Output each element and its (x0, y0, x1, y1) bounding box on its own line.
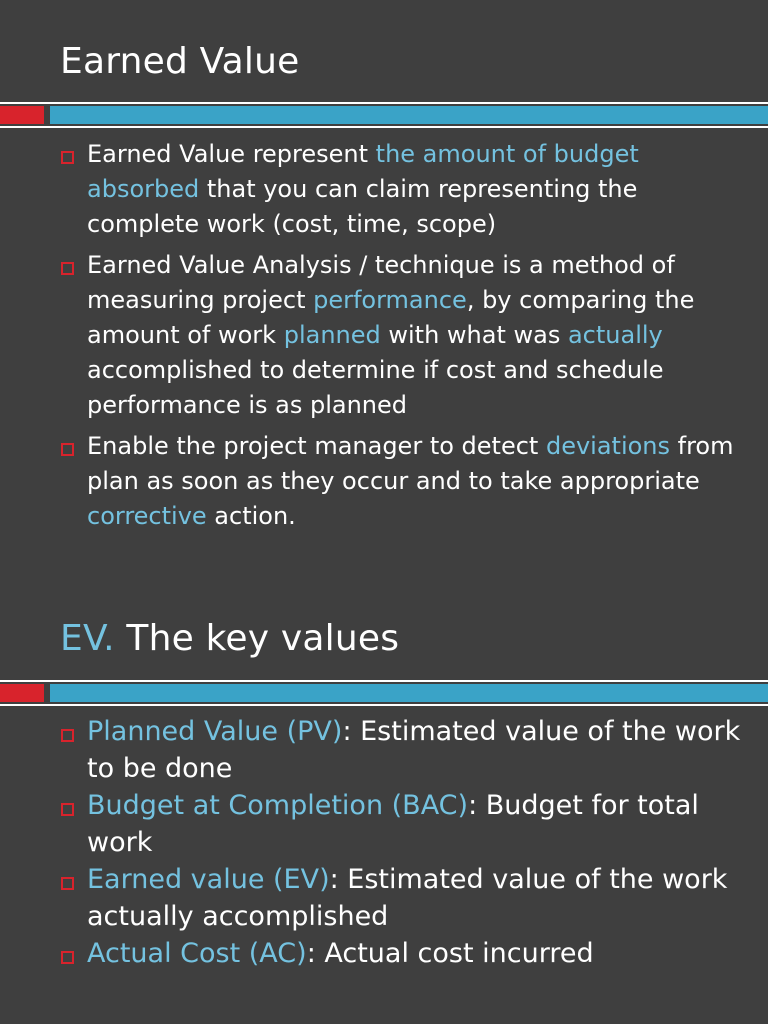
red-square-outline-icon (61, 443, 74, 456)
bullet-list (60, 713, 744, 972)
bullet-text: Enable the project manager to detect (87, 432, 546, 460)
bullet-text: with what was (380, 321, 568, 349)
highlight-text: corrective (87, 502, 207, 530)
bullet-item (60, 429, 744, 534)
highlight-text: deviations (545, 432, 671, 460)
bullet-text: that you can claim representing the complete work (cost, time, scope) (87, 175, 638, 238)
title-accent: EV. (60, 618, 115, 659)
term-text: Budget at Completion (BAC) (87, 790, 469, 821)
definition-text: : Budget for total work (87, 790, 699, 858)
bullet-text: from plan as soon as they occur and to take appropriate (87, 432, 734, 495)
highlight-text: actually (567, 321, 663, 349)
divider-red-bar (0, 106, 44, 124)
bullet-text: , by comparing the amount of work (87, 286, 695, 349)
definition-text: : Estimated value of the work to be done (87, 716, 741, 784)
slide-title (60, 618, 399, 659)
definition-text: : Actual cost incurred (306, 938, 594, 969)
term-text: Earned value (EV) (87, 864, 330, 895)
red-square-outline-icon (61, 151, 74, 164)
bullet-list (60, 137, 744, 540)
red-square-outline-icon (61, 262, 74, 275)
divider-blue-bar (50, 106, 768, 124)
red-square-outline-icon (61, 877, 74, 890)
bullet-text: Earned Value Analysis / technique is a method of measuring project (87, 251, 675, 314)
divider-blue-bar (50, 684, 768, 702)
divider-line (0, 680, 768, 682)
term-text: Planned Value (PV) (87, 716, 343, 747)
bullet-item (60, 861, 744, 935)
red-square-outline-icon (61, 951, 74, 964)
highlight-text: performance (313, 286, 467, 314)
bullet-text: accomplished to determine if cost and schedule performance is as planned (87, 356, 664, 419)
highlight-text: the amount of budget absorbed (87, 140, 639, 203)
bullet-item (60, 787, 744, 861)
slide-title: Earned Value (60, 41, 300, 82)
bullet-item (60, 137, 744, 242)
bullet-item (60, 248, 744, 423)
bullet-text: action. (206, 502, 296, 530)
definition-text: : Estimated value of the work actually accomplished (87, 864, 728, 932)
title-divider (0, 102, 768, 128)
bullet-item (60, 713, 744, 787)
divider-line (0, 704, 768, 706)
divider-line (0, 102, 768, 104)
title-rest: The key values (114, 618, 400, 659)
slide-key-values (0, 576, 768, 1024)
highlight-text: planned (283, 321, 381, 349)
bullet-text: Earned Value represent (87, 140, 376, 168)
divider-red-bar (0, 684, 44, 702)
term-text: Actual Cost (AC) (87, 938, 307, 969)
title-divider (0, 680, 768, 706)
divider-line (0, 126, 768, 128)
red-square-outline-icon (61, 803, 74, 816)
bullet-item (60, 935, 744, 972)
red-square-outline-icon (61, 729, 74, 742)
